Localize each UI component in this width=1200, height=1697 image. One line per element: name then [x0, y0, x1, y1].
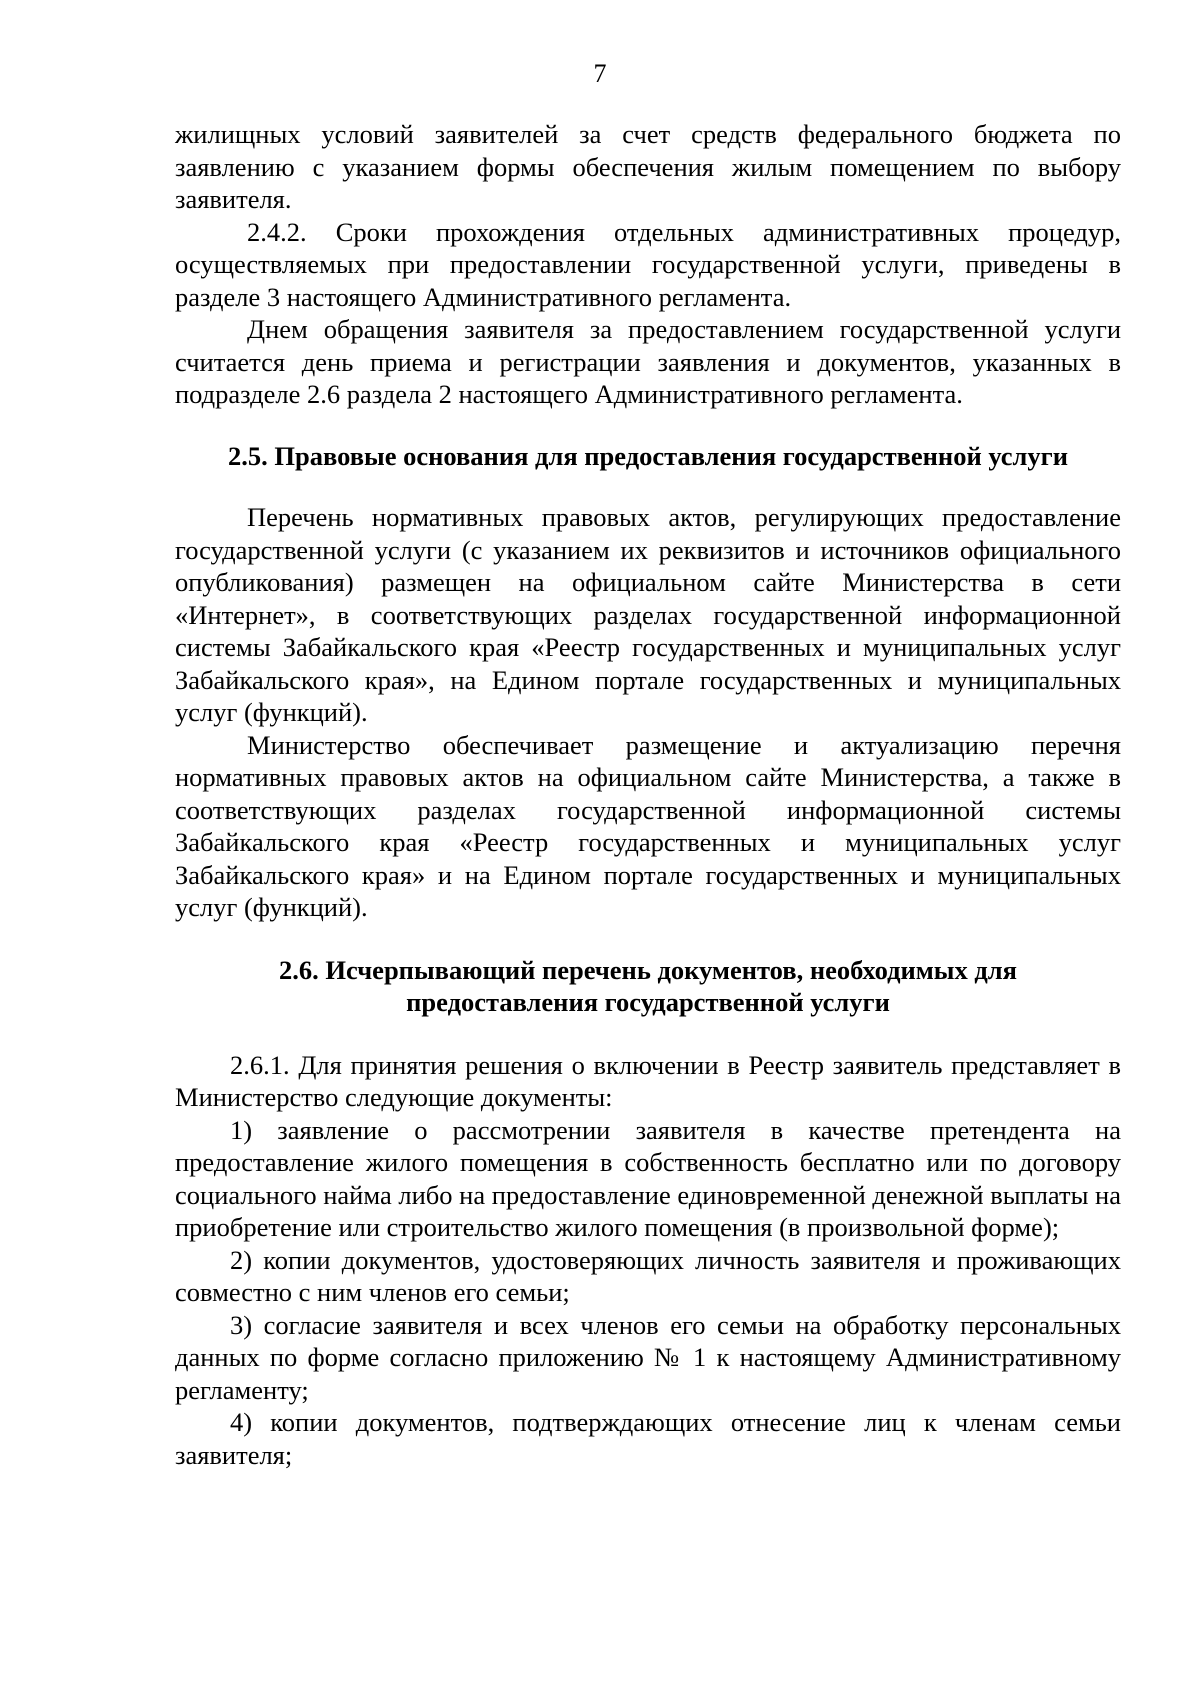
- document-body: [175, 118, 1121, 1471]
- paragraph-2-6-1: 2.6.1. Для принятия решения о включении в Реестр заявитель представляет в Министерство следующие документы:: [175, 1049, 1121, 1112]
- section-2-6-heading-line2: предоставления государственной услуги: [406, 987, 890, 1017]
- paragraph-application-day: Днем обращения заявителя за предоставлением государственной услуги считается день приема и регистрации заявления и документов, указанных в подразделе 2.6 раздела 2 настоящего Административного регламента.: [175, 314, 1121, 409]
- paragraph-ministry-updates: Министерство обеспечивает размещение и актуализацию перечня нормативных правовых актов на официальном сайте Министерства, а также в соответствующих разделах государственной информационной системы Забайкальского края «Реестр государственных и муниципальных услуг Забайкальского края» и на Едином портале государственных и муниципальных услуг (функций).: [175, 729, 1121, 922]
- paragraph-legal-acts-list: Перечень нормативных правовых актов, регулирующих предоставление государственной услуги (с указанием их реквизитов и источников официального опубликования) размещен на официальном сайте Министерства в сети «Интернет», в соответствующих разделах государственной информационной системы Забайкальского края «Реестр государственных и муниципальных услуг Забайкальского края», на Едином портале государственных и муниципальных услуг (функций).: [175, 502, 1121, 727]
- paragraph-2-4-2: 2.4.2. Сроки прохождения отдельных административных процедур, осуществляемых при предоставлении государственной услуги, приведены в разделе 3 настоящего Административного регламента.: [175, 216, 1121, 312]
- section-2-6-heading-line1: 2.6. Исчерпывающий перечень документов, необходимых для: [279, 954, 1017, 985]
- page-number: 7: [593, 59, 607, 88]
- section-2-5-heading: 2.5. Правовые основания для предоставления государственной услуги: [228, 440, 1068, 471]
- list-item-3: 3) согласие заявителя и всех членов его семьи на обработку персональных данных по форме согласно приложению № 1 к настоящему Административному регламенту;: [175, 1309, 1121, 1405]
- list-item-2: 2) копии документов, удостоверяющих личность заявителя и проживающих совместно с ним членов его семьи;: [175, 1244, 1121, 1307]
- list-item-1: 1) заявление о рассмотрении заявителя в качестве претендента на предоставление жилого помещения в собственность бесплатно или по договору социального найма либо на предоставление единовременной денежной выплаты на приобретение или строительство жилого помещения (в произвольной форме);: [175, 1114, 1121, 1242]
- paragraph-continuation: жилищных условий заявителей за счет средств федерального бюджета по заявлению с указанием формы обеспечения жилым помещением по выбору заявителя.: [175, 119, 1121, 214]
- list-item-4: 4) копии документов, подтверждающих отнесение лиц к членам семьи заявителя;: [175, 1407, 1121, 1470]
